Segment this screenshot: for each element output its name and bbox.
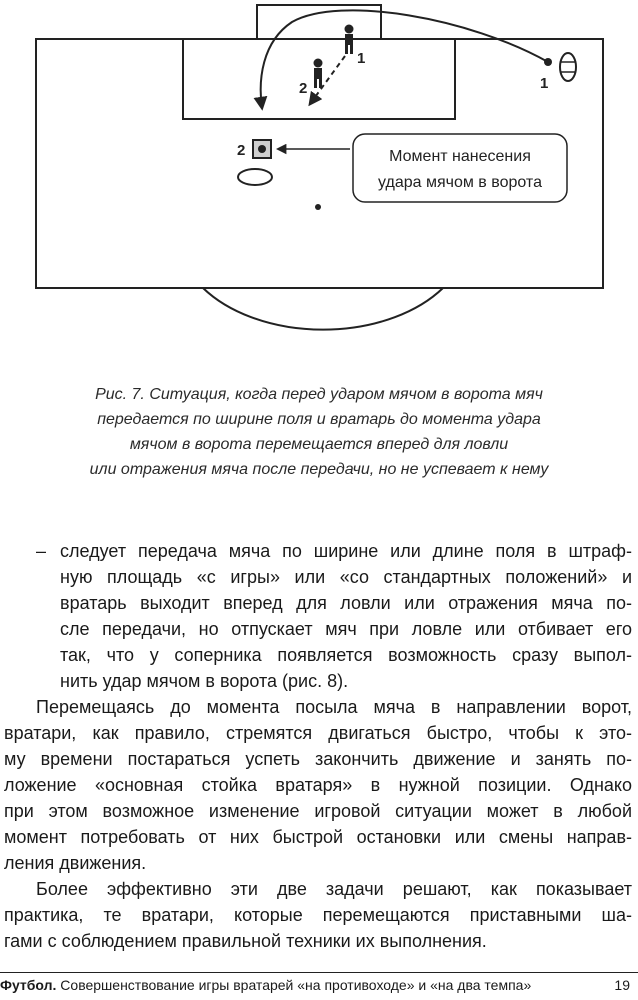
player-number-1-upper: 1 xyxy=(357,50,366,67)
text-line: так, что у соперника появляется возможность сразу выпол- xyxy=(60,645,632,665)
text-line: гами с соблюдением правильной техники их выполнения. xyxy=(4,931,487,951)
caption-line: мячом в ворота перемещается вперед для ловли xyxy=(129,436,509,453)
bullet-dash: – xyxy=(36,541,47,561)
text-line: ления движения. xyxy=(4,853,147,873)
callout-box xyxy=(353,134,567,202)
player-number-1-right: 1 xyxy=(540,75,549,92)
text-line: му времени постараться успеть закончить движение и занять по- xyxy=(4,749,632,769)
player-number-2-goalkeeper: 2 xyxy=(237,142,246,159)
footer-rule xyxy=(0,972,638,973)
caption-line: или отражения мяча после передачи, но не успевает к нему xyxy=(89,461,549,478)
text-line: Перемещаясь до момента посыла мяча в направлении ворот, xyxy=(36,697,632,717)
book-subtitle: Совершенствование игры вратарей «на противоходе» и «на два темпа» xyxy=(60,977,532,993)
player-topview-icon xyxy=(560,53,576,81)
caption-line: Рис. 7. Ситуация, когда перед ударом мячом в ворота мяч xyxy=(95,386,543,403)
book-title: Футбол. xyxy=(0,977,57,993)
text-line: нить удар мячом в ворота (рис. 8). xyxy=(60,671,349,691)
text-line: при этом возможное изменение игровой ситуации может в любой xyxy=(4,801,632,821)
text-line: сле передачи, но отпускает мяч при ловле или отбивает его xyxy=(60,619,632,639)
text-line: Более эффективно эти две задачи решают, как показывает xyxy=(36,879,632,899)
text-line: вратари, как правило, стремятся двигаться быстро, чтобы к это- xyxy=(4,723,632,743)
page-footer xyxy=(0,974,638,996)
ball-icon xyxy=(544,58,552,66)
text-line: ную площадь «с игры» или «со стандартных положений» и xyxy=(60,567,632,587)
callout-text-line-2: удара мячом в ворота xyxy=(378,174,542,191)
page-number: 19 xyxy=(614,977,630,993)
text-line: момент потребовать от них быстрой остановки или смены направ- xyxy=(4,827,632,847)
player-number-2-upper: 2 xyxy=(299,80,308,97)
figure-caption xyxy=(40,382,598,482)
penalty-spot xyxy=(315,204,321,210)
text-line: вратарь выходит вперед для ловли или отражения мяча по- xyxy=(60,593,632,613)
goalkeeper-icon xyxy=(253,140,271,158)
caption-line: передается по ширине поля и вратарь до момента удара xyxy=(97,411,541,428)
penalty-arc xyxy=(203,288,443,330)
text-line: следует передача мяча по ширине или длине поля в штраф- xyxy=(60,541,632,561)
callout-text-line-1: Момент нанесения xyxy=(389,148,531,165)
field-diagram xyxy=(0,0,638,375)
goalkeeper-start-position xyxy=(238,169,272,185)
text-line: ложение «основная стойка вратаря» в нужной позиции. Однако xyxy=(4,775,632,795)
running-title xyxy=(0,974,531,996)
text-line: практика, те вратари, которые перемещаются приставными ша- xyxy=(4,905,632,925)
